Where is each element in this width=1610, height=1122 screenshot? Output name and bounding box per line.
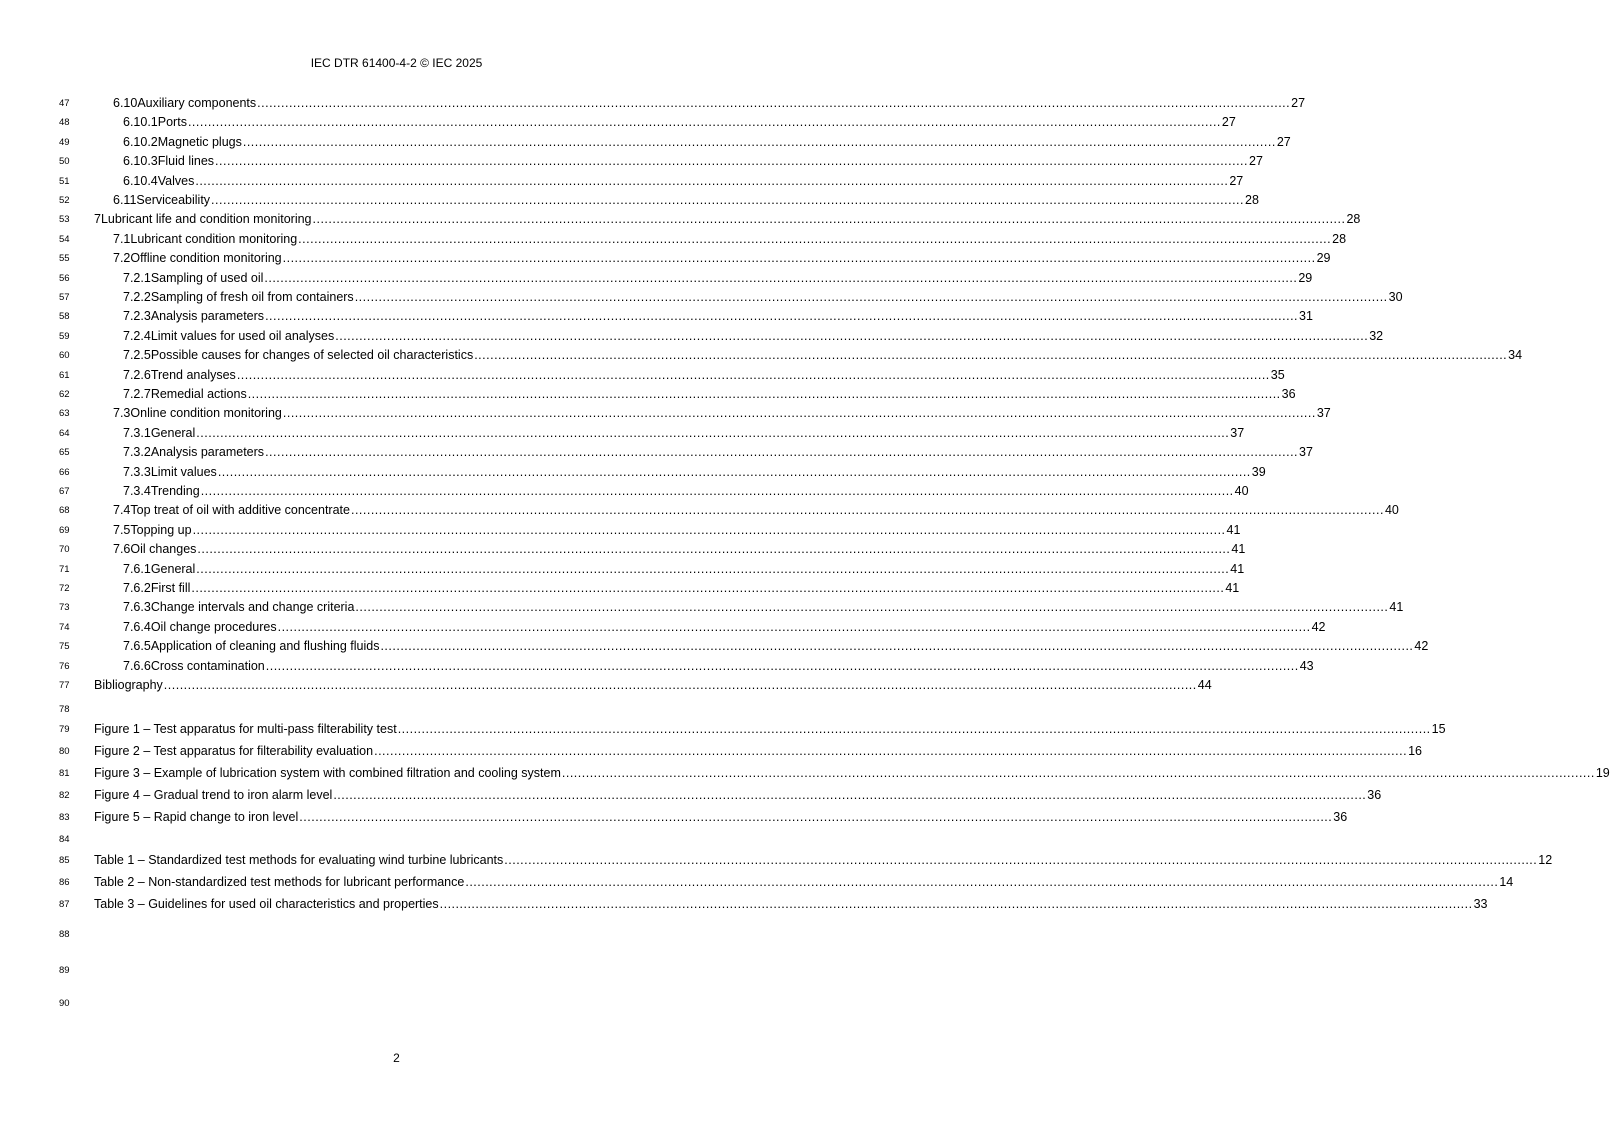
page-ref: 34 — [1508, 348, 1523, 363]
line-number: 58 — [59, 311, 70, 323]
line-number: 74 — [59, 621, 70, 633]
entry-title: Lubricant life and condition monitoring — [100, 212, 312, 227]
toc-row — [0, 618, 1326, 636]
dot-leader: .................................................................................................................................................................................................................................................................... — [242, 134, 1276, 149]
toc-row — [0, 501, 1399, 519]
line-number: 59 — [59, 330, 70, 342]
figure-list-row — [0, 742, 1422, 760]
line-number: 77 — [59, 680, 70, 691]
toc-entry[interactable] — [113, 230, 1347, 248]
toc-entry[interactable] — [94, 808, 1348, 826]
section-number: 7.2.6 — [123, 367, 151, 382]
toc-entry[interactable] — [94, 851, 1553, 869]
dot-leader: .................................................................................................................................................................................................................................................................... — [312, 212, 1346, 227]
dot-leader: .................................................................................................................................................................................................................................................................... — [504, 853, 1538, 867]
section-number: 7.2.7 — [123, 387, 151, 401]
entry-title: Change intervals and change criteria — [150, 600, 355, 615]
toc-row — [0, 366, 1285, 384]
toc-entry[interactable] — [94, 742, 1422, 760]
entry-title: Oil changes — [130, 542, 197, 557]
page-ref: 27 — [1276, 134, 1291, 149]
section-number: 7.4 — [113, 503, 131, 518]
dot-leader: .................................................................................................................................................................................................................................................................... — [265, 445, 1299, 460]
page-ref: 44 — [1197, 678, 1212, 692]
section-number: 6.10.3 — [123, 154, 158, 169]
page-ref: 28 — [1346, 212, 1361, 227]
line-number: 49 — [59, 136, 70, 148]
toc-entry[interactable] — [123, 618, 1326, 636]
dot-leader: .................................................................................................................................................................................................................................................................... — [215, 154, 1249, 169]
section-number: 7.2.2 — [123, 290, 151, 304]
line-number: 78 — [59, 704, 70, 715]
entry-title: Application of cleaning and flushing fluids — [150, 639, 380, 654]
entry-title: Analysis parameters — [150, 309, 265, 324]
page-ref: 36 — [1333, 810, 1348, 824]
line-number: 69 — [59, 524, 70, 536]
toc-row — [0, 113, 1236, 131]
line-number: 80 — [59, 746, 70, 757]
blank-line — [0, 700, 793, 718]
page-ref: 14 — [1499, 875, 1514, 889]
entry-title: General — [150, 561, 196, 576]
toc-entry[interactable] — [113, 191, 1259, 209]
entry-title: Sampling of fresh oil from containers — [150, 290, 354, 304]
toc-entry[interactable] — [94, 764, 1610, 782]
line-number: 50 — [59, 156, 70, 168]
toc-row — [0, 598, 1404, 616]
entry-title: Cross contamination — [150, 658, 265, 673]
page-ref: 41 — [1231, 542, 1246, 557]
toc-row — [0, 94, 1306, 112]
line-number: 53 — [59, 214, 70, 226]
entry-title: Possible causes for changes of selected oil characteristics — [150, 348, 474, 363]
page-ref: 41 — [1226, 522, 1241, 537]
line-number: 66 — [59, 466, 70, 478]
line-number: 68 — [59, 505, 70, 517]
toc-entry[interactable] — [94, 895, 1488, 913]
toc-entry[interactable] — [94, 873, 1514, 891]
line-number: 88 — [59, 929, 70, 940]
section-number: 7.2 — [113, 251, 131, 266]
dot-leader: .................................................................................................................................................................................................................................................................... — [561, 766, 1595, 780]
toc-row — [0, 191, 1259, 209]
entry-title: Figure 3 – Example of lubrication system with combined filtration and cooling system — [94, 766, 561, 780]
entry-title: Magnetic plugs — [157, 134, 242, 149]
toc-entry[interactable] — [123, 482, 1249, 500]
toc-entry[interactable] — [113, 540, 1246, 558]
page-ref: 27 — [1249, 154, 1263, 169]
toc-entry[interactable] — [123, 443, 1313, 461]
toc-row — [0, 152, 1263, 170]
page-ref: 37 — [1316, 406, 1331, 421]
toc-entry[interactable] — [113, 501, 1399, 519]
page-ref: 36 — [1367, 788, 1382, 802]
table-list-row — [0, 873, 1514, 891]
toc-entry[interactable] — [123, 269, 1313, 287]
dot-leader: .................................................................................................................................................................................................................................................................... — [299, 810, 1333, 824]
dot-leader: .................................................................................................................................................................................................................................................................... — [217, 464, 1251, 479]
toc-entry[interactable] — [123, 327, 1384, 345]
toc-row — [0, 249, 1331, 267]
entry-title: Top treat of oil with additive concentrate — [130, 503, 350, 518]
page-ref: 30 — [1388, 290, 1403, 304]
dot-leader: .................................................................................................................................................................................................................................................................... — [465, 875, 1499, 889]
entry-title: Remedial actions — [150, 387, 247, 401]
dot-leader: .................................................................................................................................................................................................................................................................... — [380, 639, 1414, 654]
page-number: 2 — [393, 1051, 400, 1065]
toc-entry[interactable] — [123, 307, 1313, 325]
line-number: 86 — [59, 877, 70, 888]
table-list-row — [0, 895, 1488, 913]
line-number: 82 — [59, 790, 70, 801]
line-number: 70 — [59, 544, 70, 556]
section-number: 6.11 — [113, 193, 137, 207]
toc-entry[interactable] — [123, 463, 1266, 481]
entry-title: Figure 5 – Rapid change to iron level — [94, 810, 299, 824]
line-number: 76 — [59, 660, 70, 672]
toc-entry[interactable] — [123, 172, 1244, 190]
dot-leader: .................................................................................................................................................................................................................................................................... — [187, 115, 1221, 130]
toc-entry[interactable] — [123, 152, 1263, 170]
entry-title: Table 3 – Guidelines for used oil characteristics and properties — [94, 897, 439, 911]
toc-row — [0, 463, 1266, 481]
line-number: 51 — [59, 175, 70, 187]
toc-row — [0, 307, 1313, 325]
figure-list-row — [0, 786, 1382, 804]
entry-title: Sampling of used oil — [150, 270, 264, 285]
dot-leader: .................................................................................................................................................................................................................................................................... — [191, 581, 1225, 595]
entry-title: Fluid lines — [157, 154, 215, 169]
section-number: 7.6 — [113, 542, 131, 557]
section-number: 7.5 — [113, 522, 131, 537]
toc-entry[interactable] — [113, 94, 1306, 112]
line-number: 56 — [59, 272, 70, 284]
toc-entry[interactable] — [123, 579, 1240, 597]
toc-row — [0, 443, 1313, 461]
toc-entry[interactable] — [113, 404, 1331, 422]
entry-title: Oil change procedures — [150, 619, 277, 634]
toc-row — [0, 269, 1313, 287]
dot-leader: .................................................................................................................................................................................................................................................................... — [265, 658, 1299, 673]
figure-list-row — [0, 808, 1348, 826]
line-number: 63 — [59, 408, 70, 420]
section-number: 7.6.1 — [123, 561, 151, 576]
page-ref: 27 — [1291, 96, 1306, 110]
entry-title: Figure 1 – Test apparatus for multi-pass filterability test — [94, 722, 397, 736]
page-ref: 16 — [1408, 744, 1422, 758]
page-header: IEC DTR 61400-4-2 © IEC 2025 — [310, 56, 483, 70]
page-ref: 40 — [1384, 503, 1399, 518]
toc-row — [0, 676, 1212, 694]
toc-row — [0, 424, 1245, 442]
entry-title: Table 1 – Standardized test methods for evaluating wind turbine lubricants — [94, 853, 504, 867]
toc-entry[interactable] — [123, 657, 1314, 675]
entry-title: First fill — [150, 581, 191, 595]
dot-leader: .................................................................................................................................................................................................................................................................... — [163, 678, 1197, 692]
toc-row — [0, 172, 1244, 190]
toc-row — [0, 637, 1429, 655]
toc-entry[interactable] — [123, 424, 1245, 442]
toc-entry[interactable] — [113, 521, 1241, 539]
toc-entry[interactable] — [94, 210, 1361, 228]
toc-entry[interactable] — [123, 113, 1236, 131]
line-number: 90 — [59, 998, 70, 1009]
section-number: 6.10 — [113, 96, 138, 110]
toc-entry[interactable] — [123, 133, 1291, 151]
toc-row — [0, 404, 1331, 422]
dot-leader: .................................................................................................................................................................................................................................................................... — [196, 425, 1230, 440]
toc-entry[interactable] — [94, 786, 1382, 804]
toc-entry[interactable] — [94, 676, 1212, 694]
dot-leader: .................................................................................................................................................................................................................................................................... — [265, 309, 1299, 324]
entry-title: Table 2 – Non-standardized test methods for lubricant performance — [94, 875, 465, 889]
page-ref: 42 — [1311, 619, 1326, 634]
section-number: 7.1 — [113, 231, 131, 246]
toc-entry[interactable] — [123, 366, 1285, 384]
line-number: 55 — [59, 253, 70, 265]
entry-title: General — [150, 425, 196, 440]
section-number: 6.10.4 — [123, 173, 158, 188]
toc-row — [0, 579, 1240, 597]
toc-row — [0, 346, 1523, 364]
section-number: 7 — [94, 212, 101, 227]
toc-row — [0, 230, 1347, 248]
entry-title: Offline condition monitoring — [130, 251, 282, 266]
page-ref: 12 — [1538, 853, 1553, 867]
section-number: 7.6.4 — [123, 619, 151, 634]
entry-title: Online condition monitoring — [130, 406, 282, 421]
blank-line — [0, 994, 793, 1012]
blank-line — [0, 961, 793, 979]
dot-leader: .................................................................................................................................................................................................................................................................... — [211, 193, 1245, 207]
entry-title: Analysis parameters — [150, 445, 265, 460]
entry-title: Serviceability — [136, 193, 211, 207]
dot-leader: .................................................................................................................................................................................................................................................................... — [197, 542, 1231, 557]
line-number: 67 — [59, 486, 70, 497]
page-ref: 19 — [1595, 766, 1610, 780]
dot-leader: .................................................................................................................................................................................................................................................................... — [298, 231, 1332, 246]
section-number: 7.2.5 — [123, 348, 151, 363]
toc-row — [0, 540, 1246, 558]
entry-title: Trend analyses — [150, 367, 236, 382]
section-number: 7.6.2 — [123, 581, 151, 595]
toc-row — [0, 288, 1403, 306]
dot-leader: .................................................................................................................................................................................................................................................................... — [195, 173, 1229, 188]
entry-title: Limit values for used oil analyses — [150, 328, 335, 343]
entry-title: Bibliography — [94, 678, 163, 692]
dot-leader: .................................................................................................................................................................................................................................................................... — [282, 406, 1316, 421]
toc-row — [0, 657, 1314, 675]
dot-leader: .................................................................................................................................................................................................................................................................... — [282, 251, 1316, 266]
line-number: 47 — [59, 98, 70, 109]
dot-leader: .................................................................................................................................................................................................................................................................... — [192, 522, 1226, 537]
dot-leader: .................................................................................................................................................................................................................................................................... — [397, 722, 1431, 736]
line-number: 61 — [59, 369, 70, 381]
page-ref: 42 — [1414, 639, 1429, 654]
section-number: 6.10.1 — [123, 115, 158, 130]
section-number: 7.6.3 — [123, 600, 151, 615]
section-number: 7.3.1 — [123, 425, 151, 440]
page-ref: 37 — [1299, 445, 1313, 460]
toc-entry[interactable] — [123, 346, 1523, 364]
toc-entry[interactable] — [123, 560, 1245, 578]
line-number: 83 — [59, 812, 70, 823]
line-number: 65 — [59, 447, 70, 459]
section-number: 7.2.1 — [123, 270, 151, 285]
line-number: 81 — [59, 768, 70, 779]
blank-line — [0, 830, 793, 848]
toc-row — [0, 133, 1291, 151]
dot-leader: .................................................................................................................................................................................................................................................................... — [236, 367, 1270, 382]
page-ref: 37 — [1230, 425, 1245, 440]
entry-title: Trending — [150, 484, 200, 498]
page-ref: 36 — [1281, 387, 1296, 401]
dot-leader: .................................................................................................................................................................................................................................................................... — [439, 897, 1473, 911]
section-number: 7.6.6 — [123, 658, 151, 673]
dot-leader: .................................................................................................................................................................................................................................................................... — [257, 96, 1291, 110]
page-ref: 27 — [1229, 173, 1244, 188]
dot-leader: .................................................................................................................................................................................................................................................................... — [474, 348, 1508, 363]
line-number: 57 — [59, 292, 70, 303]
page-ref: 29 — [1316, 251, 1331, 266]
page-ref: 28 — [1245, 193, 1259, 207]
page-ref: 41 — [1230, 561, 1245, 576]
dot-leader: .................................................................................................................................................................................................................................................................... — [374, 744, 1408, 758]
section-number: 7.3 — [113, 406, 131, 421]
toc-entry[interactable] — [94, 720, 1446, 738]
line-number: 73 — [59, 602, 70, 614]
toc-row — [0, 521, 1241, 539]
line-number: 60 — [59, 350, 70, 362]
page-ref: 31 — [1299, 309, 1313, 324]
line-number: 84 — [59, 834, 70, 845]
dot-leader: .................................................................................................................................................................................................................................................................... — [264, 270, 1298, 285]
dot-leader: .................................................................................................................................................................................................................................................................... — [335, 328, 1369, 343]
entry-title: Auxiliary components — [137, 96, 257, 110]
toc-row — [0, 560, 1245, 578]
page-ref: 27 — [1221, 115, 1236, 130]
page-ref: 43 — [1299, 658, 1314, 673]
dot-leader: .................................................................................................................................................................................................................................................................... — [277, 619, 1311, 634]
dot-leader: .................................................................................................................................................................................................................................................................... — [355, 600, 1389, 615]
dot-leader: .................................................................................................................................................................................................................................................................... — [333, 788, 1367, 802]
line-number: 71 — [59, 563, 70, 575]
dot-leader: .................................................................................................................................................................................................................................................................... — [200, 484, 1234, 498]
blank-line — [0, 925, 793, 943]
page-ref: 15 — [1431, 722, 1446, 736]
dot-leader: .................................................................................................................................................................................................................................................................... — [350, 503, 1384, 518]
line-number: 87 — [59, 899, 70, 910]
entry-title: Topping up — [130, 522, 192, 537]
figure-list-row — [0, 764, 1610, 782]
section-number: 7.3.3 — [123, 464, 151, 479]
section-number: 7.2.4 — [123, 328, 151, 343]
entry-title: Limit values — [150, 464, 217, 479]
toc-entry[interactable] — [123, 598, 1404, 616]
toc-entry[interactable] — [113, 249, 1331, 267]
line-number: 89 — [59, 965, 70, 976]
entry-title: Lubricant condition monitoring — [130, 231, 298, 246]
entry-title: Valves — [157, 173, 195, 188]
page-ref: 33 — [1473, 897, 1488, 911]
line-number: 75 — [59, 641, 70, 653]
toc-entry[interactable] — [123, 385, 1296, 403]
toc-row — [0, 210, 1361, 228]
toc-row — [0, 327, 1384, 345]
page-ref: 35 — [1270, 367, 1285, 382]
line-number: 48 — [59, 117, 70, 129]
section-number: 7.6.5 — [123, 639, 151, 654]
toc-row — [0, 482, 1249, 500]
page-ref: 41 — [1225, 581, 1240, 595]
section-number: 6.10.2 — [123, 134, 158, 149]
line-number: 85 — [59, 855, 70, 866]
line-number: 79 — [59, 724, 70, 735]
page-ref: 32 — [1369, 328, 1384, 343]
entry-title: Ports — [157, 115, 187, 130]
line-number: 54 — [59, 233, 70, 245]
toc-entry[interactable] — [123, 637, 1429, 655]
figure-list-row — [0, 720, 1446, 738]
page-ref: 39 — [1251, 464, 1266, 479]
table-list-row — [0, 851, 1553, 869]
section-number: 7.2.3 — [123, 309, 151, 324]
line-number: 62 — [59, 389, 70, 400]
entry-title: Figure 2 – Test apparatus for filterability evaluation — [94, 744, 374, 758]
toc-row — [0, 385, 1296, 403]
page-ref: 29 — [1298, 270, 1313, 285]
dot-leader: .................................................................................................................................................................................................................................................................... — [354, 290, 1388, 304]
page-ref: 40 — [1234, 484, 1249, 498]
line-number: 72 — [59, 583, 70, 594]
page-ref: 28 — [1332, 231, 1347, 246]
dot-leader: .................................................................................................................................................................................................................................................................... — [247, 387, 1281, 401]
entry-title: Figure 4 – Gradual trend to iron alarm level — [94, 788, 333, 802]
page-ref: 41 — [1389, 600, 1404, 615]
toc-entry[interactable] — [123, 288, 1403, 306]
section-number: 7.3.4 — [123, 484, 151, 498]
section-number: 7.3.2 — [123, 445, 151, 460]
line-number: 64 — [59, 427, 70, 439]
dot-leader: .................................................................................................................................................................................................................................................................... — [196, 561, 1230, 576]
line-number: 52 — [59, 195, 70, 206]
